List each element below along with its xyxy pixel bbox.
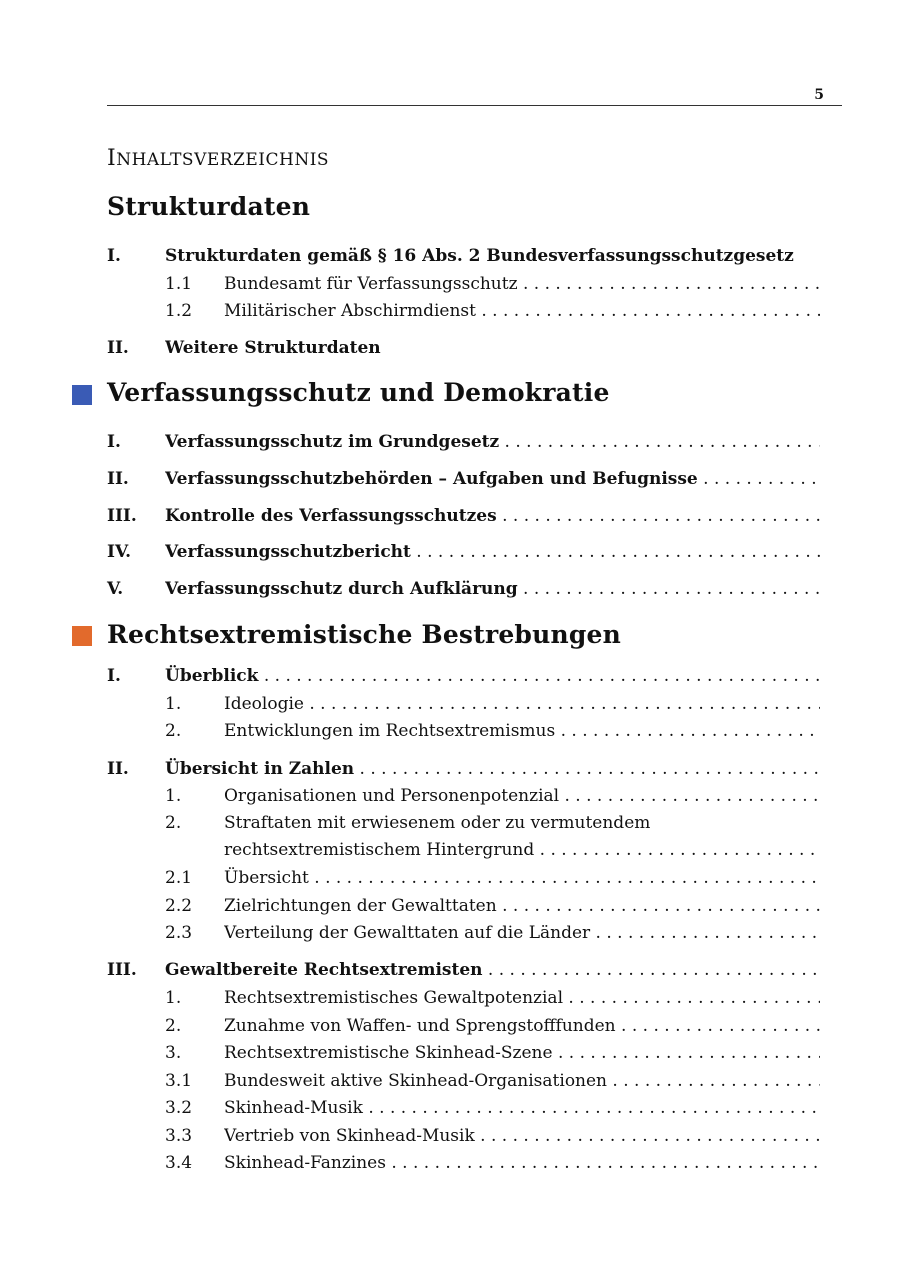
toc-entry[interactable]: [107, 245, 820, 267]
toc-entry-number: 1.: [165, 786, 182, 806]
toc-entry[interactable]: [107, 1097, 820, 1119]
toc-entry-label: rechtsextremistischem Hintergrund . . .: [224, 839, 820, 861]
toc-entry-label: Bundesamt für Verfassungsschutz . . .: [224, 273, 820, 295]
toc-entry-continuation[interactable]: [107, 839, 820, 861]
toc-entry-label: Verfassungsschutzbehörden – Aufgaben und Befugnisse . . .: [165, 468, 820, 490]
toc-entry[interactable]: [107, 468, 820, 490]
section-title-verfassungsschutz: Verfassungsschutz und Demokratie: [107, 378, 610, 407]
toc-entry-label: Militärischer Abschirmdienst . . .: [224, 300, 820, 322]
toc-title-small-caps: NHALTSVERZEICHNIS: [116, 150, 330, 170]
toc-entry-number: 3.4: [165, 1153, 193, 1173]
toc-entry[interactable]: [107, 785, 820, 807]
toc-entry[interactable]: [107, 720, 820, 742]
toc-entry-number: I.: [107, 666, 121, 686]
toc-entry[interactable]: [107, 1015, 820, 1037]
toc-entry[interactable]: [107, 1070, 820, 1092]
toc-entry-number: I.: [107, 432, 121, 452]
toc-entry-number: 2.: [165, 1016, 182, 1036]
toc-entry-label: Zunahme von Waffen- und Sprengstofffunden . . .: [224, 1015, 820, 1037]
toc-entry[interactable]: [107, 987, 820, 1009]
toc-entry[interactable]: [107, 812, 820, 834]
toc-title-initial: I: [107, 146, 117, 171]
toc-entry-label: Bundesweit aktive Skinhead-Organisationen . . .: [224, 1070, 820, 1092]
toc-entry-label: Ideologie . . .: [224, 693, 820, 715]
toc-entry-number: 1.: [165, 694, 182, 714]
toc-entry[interactable]: [107, 1152, 820, 1174]
page-number: 5: [814, 87, 824, 103]
toc-entry-number: 2.2: [165, 896, 193, 916]
toc-entry[interactable]: [107, 541, 820, 563]
header-rule: [107, 105, 842, 106]
toc-entry-label: Skinhead-Fanzines . . .: [224, 1152, 820, 1174]
toc-title: [107, 146, 329, 171]
toc-entry-label: Rechtsextremistische Skinhead-Szene . . .: [224, 1042, 820, 1064]
toc-entry-number: 2.3: [165, 923, 193, 943]
toc-entry-label: Weitere Strukturdaten: [165, 338, 381, 358]
toc-entry-number: 1.: [165, 988, 182, 1008]
toc-entry-number: 2.1: [165, 868, 193, 888]
toc-entry-number: 3.2: [165, 1098, 193, 1118]
section-marker-blue: [72, 385, 92, 405]
toc-entry-number: 1.1: [165, 274, 193, 294]
toc-entry-number: IV.: [107, 542, 132, 562]
toc-entry-label: Vertrieb von Skinhead-Musik . . .: [224, 1125, 820, 1147]
toc-entry-number: 3.3: [165, 1126, 193, 1146]
toc-entry-number: 2.: [165, 813, 182, 833]
toc-entry[interactable]: [107, 273, 820, 295]
section-marker-orange: [72, 626, 92, 646]
toc-entry[interactable]: [107, 300, 820, 322]
toc-entry-number: V.: [107, 579, 124, 599]
toc-entry-label: Verfassungsschutzbericht . . .: [165, 541, 820, 563]
toc-entry[interactable]: [107, 665, 820, 687]
toc-entry-number: I.: [107, 246, 121, 266]
toc-entry-label: Rechtsextremistisches Gewaltpotenzial . . .: [224, 987, 820, 1009]
toc-entry-number: 3.1: [165, 1071, 193, 1091]
toc-entry-label: Verfassungsschutz durch Aufklärung . . .: [165, 578, 820, 600]
toc-entry[interactable]: [107, 337, 820, 359]
toc-entry-label: Verfassungsschutz im Grundgesetz . . .: [165, 431, 820, 453]
toc-entry[interactable]: [107, 959, 820, 981]
section-title-strukturdaten: Strukturdaten: [107, 192, 311, 221]
toc-entry[interactable]: [107, 895, 820, 917]
toc-entry-number: 1.2: [165, 301, 193, 321]
toc-entry[interactable]: [107, 1125, 820, 1147]
toc-entry-label: Straftaten mit erwiesenem oder zu vermutendem: [224, 813, 651, 833]
toc-entry-label: Übersicht in Zahlen . . .: [165, 758, 820, 780]
toc-entry-label: Organisationen und Personenpotenzial . . .: [224, 785, 820, 807]
toc-entry[interactable]: [107, 922, 820, 944]
toc-entry[interactable]: [107, 1042, 820, 1064]
section-title-rechtsextremismus: Rechtsextremistische Bestrebungen: [107, 620, 622, 649]
toc-entry[interactable]: [107, 431, 820, 453]
toc-entry-label: Entwicklungen im Rechtsextremismus . . .: [224, 720, 820, 742]
toc-entry-label: Übersicht . . .: [224, 867, 820, 889]
toc-entry-label: Verteilung der Gewalttaten auf die Länder . . .: [224, 922, 820, 944]
toc-entry-number: II.: [107, 469, 129, 489]
toc-entry-label: Strukturdaten gemäß § 16 Abs. 2 Bundesverfassungsschutzgesetz: [165, 246, 794, 266]
toc-entry-number: II.: [107, 338, 129, 358]
toc-entry-number: III.: [107, 506, 137, 526]
toc-entry-number: III.: [107, 960, 137, 980]
toc-entry-number: 2.: [165, 721, 182, 741]
toc-entry-label: Skinhead-Musik . . .: [224, 1097, 820, 1119]
toc-entry[interactable]: [107, 578, 820, 600]
toc-entry-label: Gewaltbereite Rechtsextremisten . . .: [165, 959, 820, 981]
toc-entry-label: Überblick . . .: [165, 665, 820, 687]
toc-entry-number: II.: [107, 759, 129, 779]
toc-entry[interactable]: [107, 505, 820, 527]
toc-entry[interactable]: [107, 693, 820, 715]
toc-entry-label: Kontrolle des Verfassungsschutzes . . .: [165, 505, 820, 527]
toc-entry[interactable]: [107, 758, 820, 780]
toc-entry-number: 3.: [165, 1043, 182, 1063]
toc-entry-label: Zielrichtungen der Gewalttaten . . .: [224, 895, 820, 917]
toc-entry[interactable]: [107, 867, 820, 889]
